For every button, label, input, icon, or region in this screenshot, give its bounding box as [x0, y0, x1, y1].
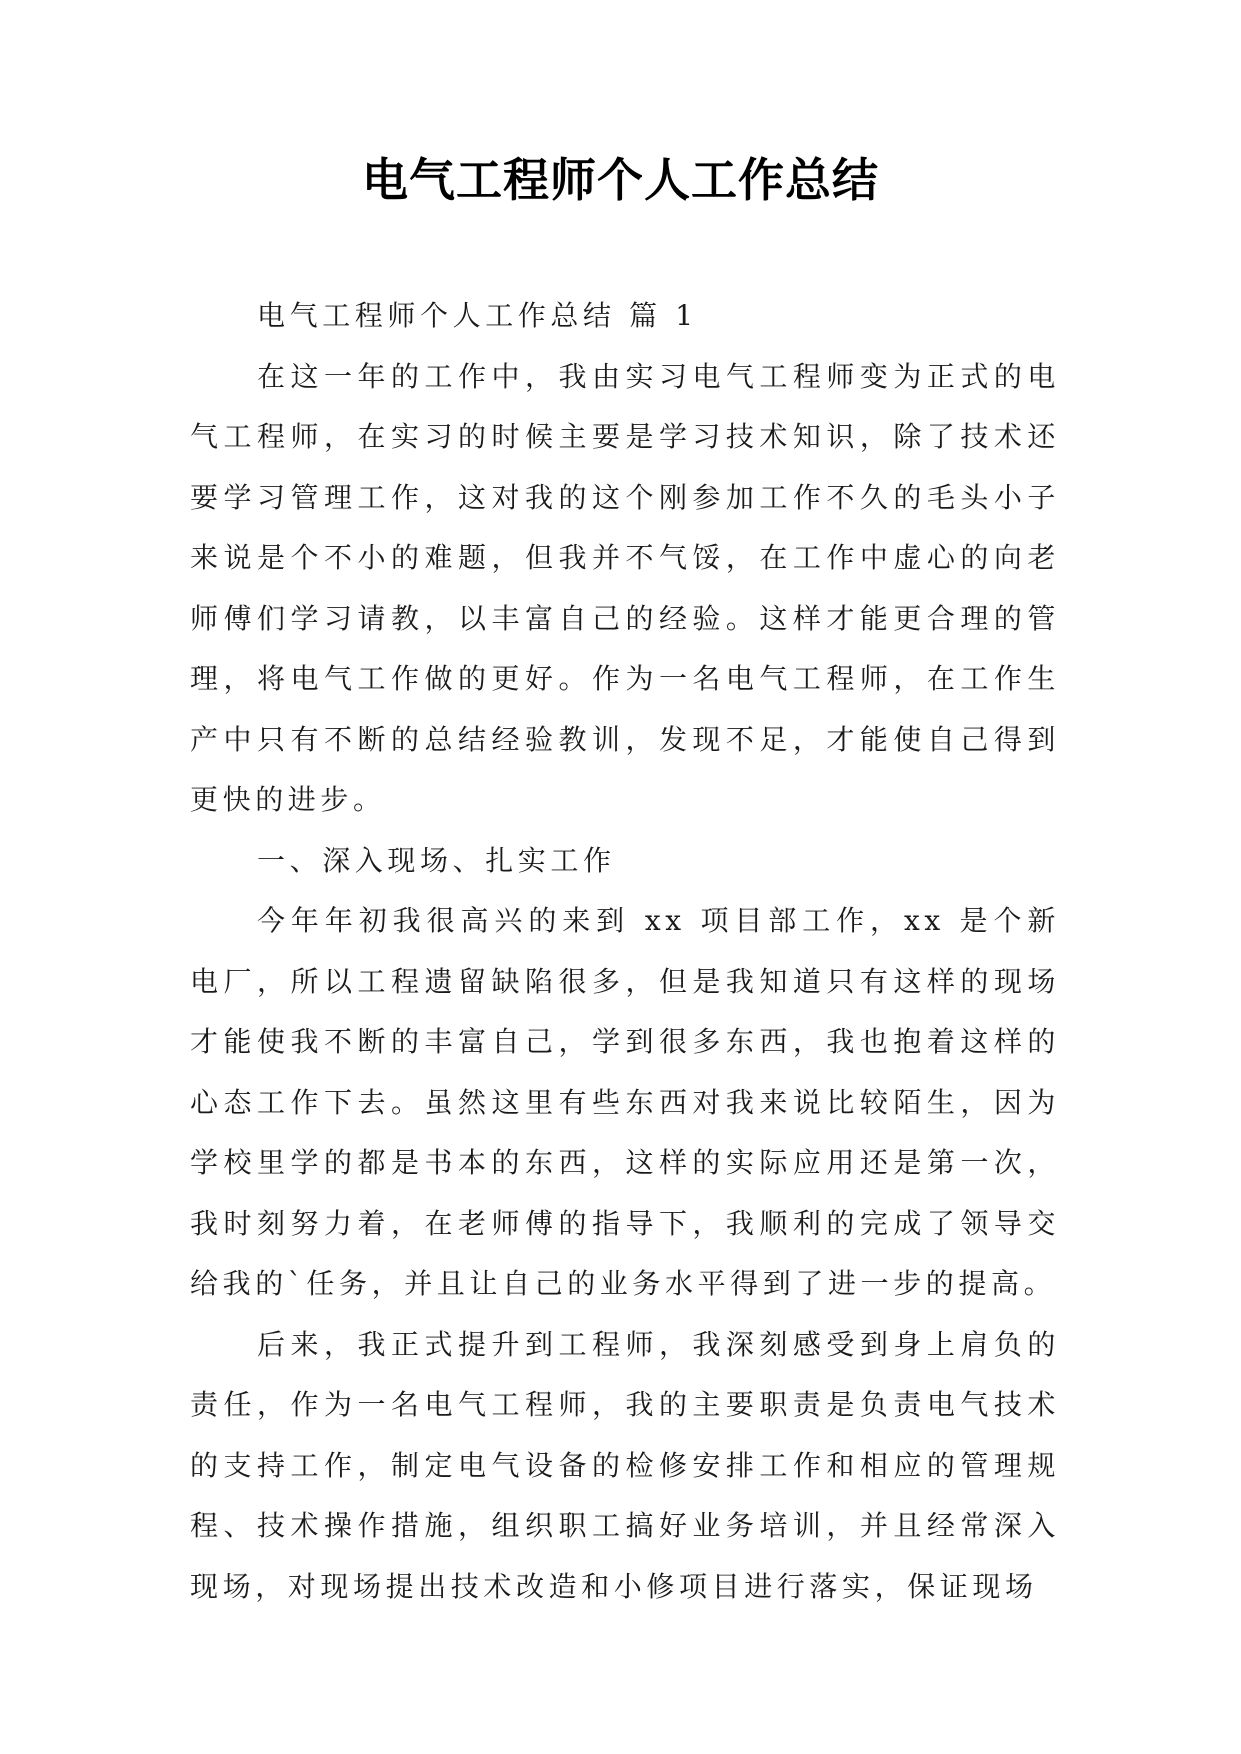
subsection-heading: 一、深入现场、扎实工作 — [257, 843, 616, 877]
section-heading: 电气工程师个人工作总结 篇 1 — [257, 299, 698, 332]
body-paragraph: 今年年初我很高兴的来到 xx 项目部工作，xx 是个新电厂，所以工程遗留缺陷很多，但是我知道只有这样的现场才能使我不断的丰富自己，学到很多东西，我也抱着这样的心态工作下去。虽然这里有些东西对我来说比较陌生，因为学校里学的都是书本的东西，这样的实际应用还是第一次，我时刻努力着，在老师傅的指导下，我顺利的完成了领导交给我的`任务，并且让自己的业务水平得到了进一步的提高。 — [190, 904, 1060, 1300]
body-paragraph: 后来，我正式提升到工程师，我深刻感受到身上肩负的责任，作为一名电气工程师，我的主要职责是负责电气技术的支持工作，制定电气设备的检修安排工作和相应的管理规程、技术操作措施，组织职工搞好业务培训，并且经常深入现场，对现场提出技术改造和小修项目进行落实，保证现场 — [190, 1327, 1060, 1603]
body-paragraph: 在这一年的工作中，我由实习电气工程师变为正式的电气工程师，在实习的时候主要是学习技术知识，除了技术还要学习管理工作，这对我的这个刚参加工作不久的毛头小子来说是个不小的难题，但我并不气馁，在工作中虚心的向老师傅们学习请教，以丰富自己的经验。这样才能更合理的管理，将电气工作做的更好。作为一名电气工程师，在工作生产中只有不断的总结经验教训，发现不足，才能使自己得到更快的进步。 — [190, 359, 1060, 816]
document-body — [190, 286, 1060, 1617]
document-title: 电气工程师个人工作总结 — [362, 153, 879, 207]
